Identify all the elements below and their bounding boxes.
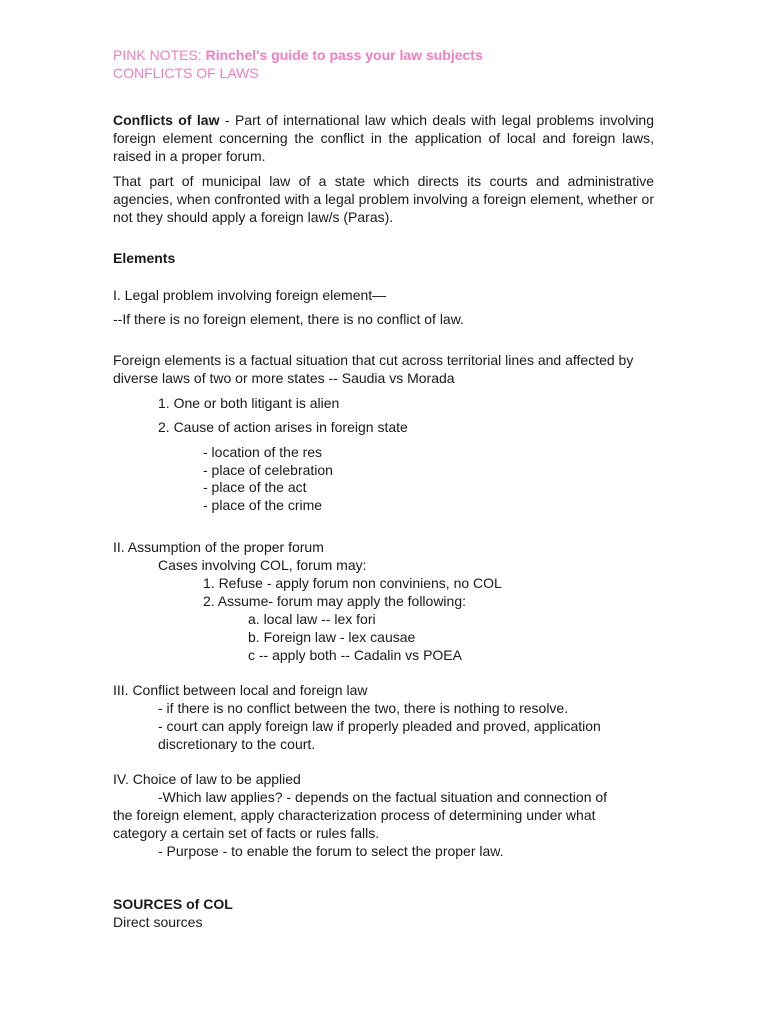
- list-item: - place of the act: [203, 479, 307, 495]
- definition-second-paragraph: That part of municipal law of a state which directs its courts and administrative agencies, when confronted with a legal problem involving a foreign element, whether or not they should apply a foreign law/s (Paras).: [113, 173, 654, 225]
- element-ii-item-1: 1. Refuse - apply forum non conviniens, no COL: [203, 575, 502, 591]
- header-prefix: PINK NOTES:: [113, 47, 206, 63]
- element-iv-line-4: - Purpose - to enable the forum to select the proper law.: [158, 843, 504, 859]
- definition-text: - Part of international law which deals with legal problems involving foreign element concerning the conflict in the application of local and foreign laws, raised in a proper forum.: [113, 112, 655, 164]
- element-ii-option-c: c -- apply both -- Cadalin vs POEA: [248, 647, 462, 663]
- element-i-note: --If there is no foreign element, there is no conflict of law.: [113, 311, 464, 327]
- element-i-item-2: 2. Cause of action arises in foreign state: [158, 419, 408, 435]
- element-iv-line-3: category a certain set of facts or rules falls.: [113, 825, 380, 841]
- list-item: - location of the res: [203, 444, 323, 460]
- element-ii-title: II. Assumption of the proper forum: [113, 539, 324, 555]
- sources-direct: Direct sources: [113, 914, 203, 930]
- element-ii-item-2: 2. Assume- forum may apply the following:: [203, 593, 467, 609]
- definition-paragraph: [113, 111, 654, 165]
- element-iv-line-2: the foreign element, apply characterization process of determining under what: [113, 807, 596, 823]
- list-item: - place of celebration: [203, 462, 333, 478]
- element-ii-intro: Cases involving COL, forum may:: [158, 557, 367, 573]
- header-subtitle: CONFLICTS OF LAWS: [113, 64, 259, 81]
- element-i-paragraph: Foreign elements is a factual situation that cut across territorial lines and affected by diverse laws of two or more states -- Saudia vs Morada: [113, 352, 634, 386]
- list-item: - place of the crime: [203, 497, 323, 513]
- element-iii-line-3: discretionary to the court.: [158, 736, 316, 752]
- header-line: [113, 47, 483, 65]
- element-ii-option-a: a. local law -- lex fori: [248, 611, 376, 627]
- element-iv-title: IV. Choice of law to be applied: [113, 771, 301, 787]
- element-iii-title: III. Conflict between local and foreign law: [113, 682, 368, 698]
- element-iii-line-1: - if there is no conflict between the two, there is nothing to resolve.: [158, 700, 569, 716]
- document-header: [113, 47, 483, 82]
- elements-heading: Elements: [113, 250, 176, 266]
- element-i-item-1: 1. One or both litigant is alien: [158, 395, 340, 411]
- element-i-title: I. Legal problem involving foreign element—: [113, 287, 387, 303]
- element-iv-line-1: -Which law applies? - depends on the factual situation and connection of: [158, 789, 608, 805]
- definition-term: Conflicts of law: [113, 112, 220, 128]
- sources-heading: SOURCES of COL: [113, 896, 233, 912]
- element-ii-option-b: b. Foreign law - lex causae: [248, 629, 416, 645]
- header-title: Rinchel's guide to pass your law subjects: [205, 47, 483, 63]
- element-iii-line-2: - court can apply foreign law if properly pleaded and proved, application: [158, 718, 601, 734]
